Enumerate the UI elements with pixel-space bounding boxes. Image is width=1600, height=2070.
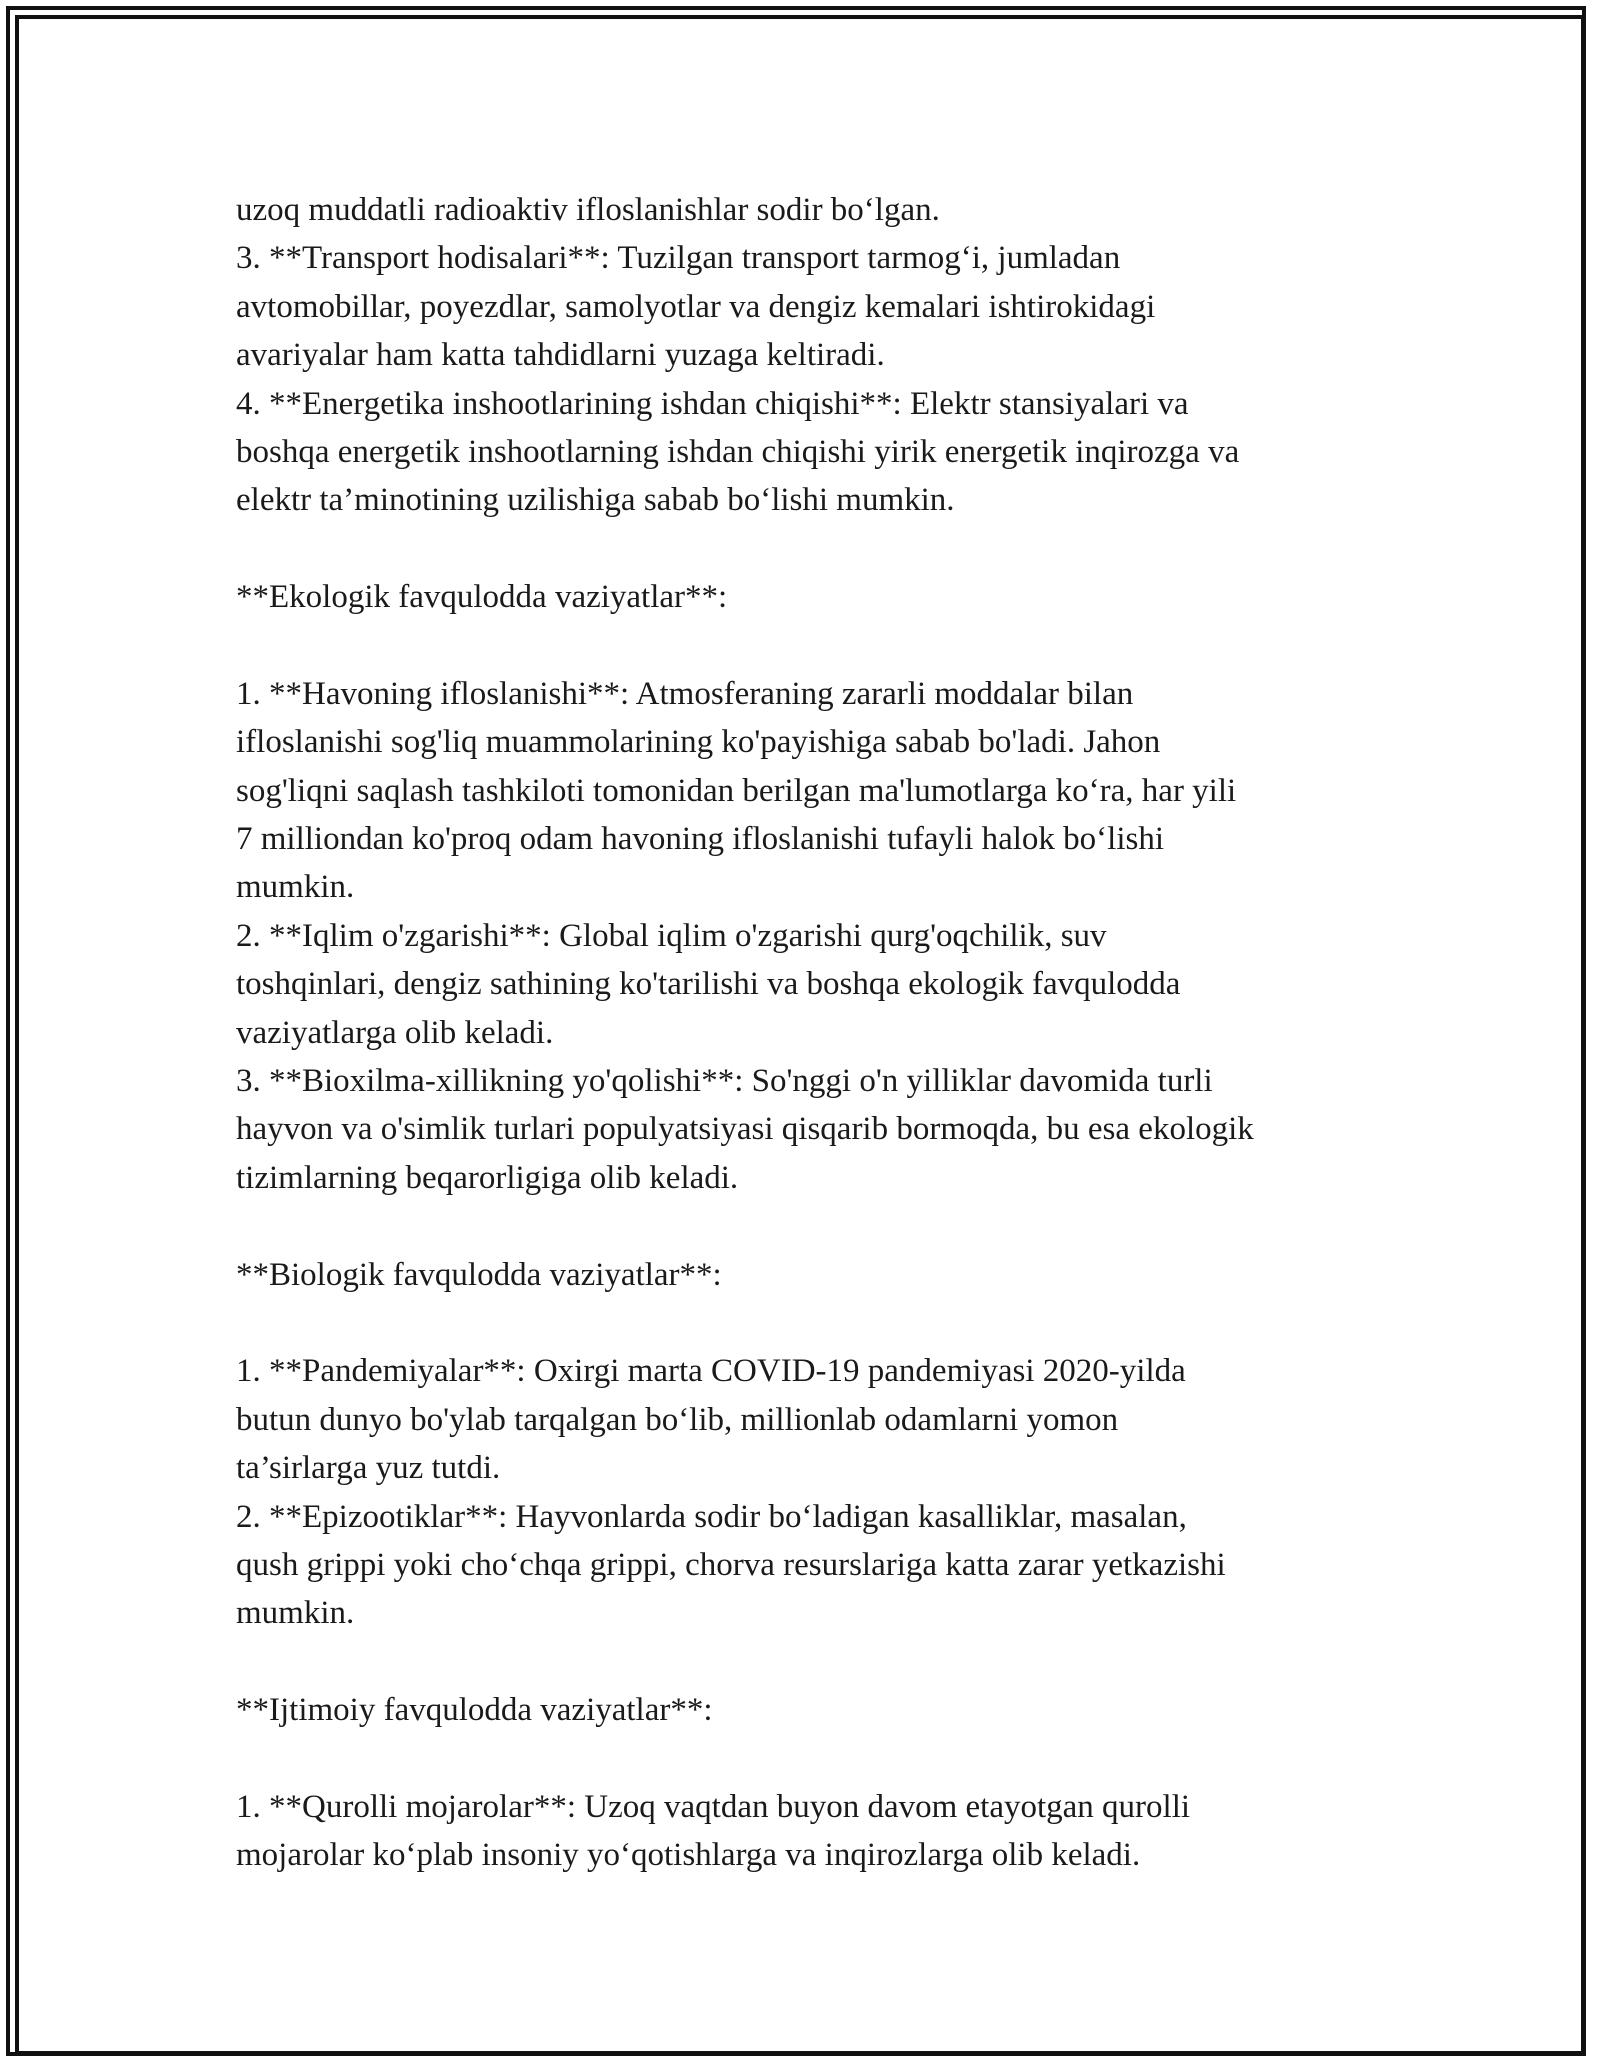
blank-line (236, 1638, 1396, 1686)
section-heading: **Ekologik favqulodda vaziyatlar**: (236, 579, 728, 616)
text-line: uzoq muddatli radioaktiv ifloslanishlar sodir bo‘lgan. (236, 192, 940, 228)
text-line: 7 milliondan ko'proq odam havoning ifloslanishi tufayli halok bo‘lishi (236, 821, 1165, 858)
text-line: 2. **Iqlim o'zgarishi**: Global iqlim o'zgarishi qurg'oqchilik, suv (236, 917, 1107, 954)
section-heading: **Ijtimoiy favqulodda vaziyatlar**: (236, 1692, 713, 1729)
text-line: sog'liqni saqlash tashkiloti tomonidan berilgan ma'lumotlarga ko‘ra, har yili (236, 772, 1237, 809)
text-line: avtomobillar, poyezdlar, samolyotlar va dengiz kemalari ishtirokidagi (236, 288, 1156, 325)
text-line: mumkin. (236, 869, 355, 906)
blank-line (236, 1202, 1396, 1250)
text-line: 1. **Qurolli mojarolar**: Uzoq vaqtdan buyon davom etayotgan qurolli (236, 1788, 1191, 1825)
text-line: 2. **Epizootiklar**: Hayvonlarda sodir bo‘ladigan kasalliklar, masalan, (236, 1498, 1187, 1535)
text-line: elektr ta’minotining uzilishiga sabab bo‘lishi mumkin. (236, 482, 955, 519)
text-line: 3. **Transport hodisalari**: Tuzilgan transport tarmog‘i, jumladan (236, 240, 1121, 277)
blank-line (236, 1299, 1396, 1347)
text-line: toshqinlari, dengiz sathining ko'tarilishi va boshqa ekologik favqulodda (236, 966, 1181, 1003)
text-line: mojarolar ko‘plab insoniy yo‘qotishlarga va inqirozlarga olib keladi. (236, 1837, 1141, 1874)
text-line: boshqa energetik inshootlarning ishdan chiqishi yirik energetik inqirozga va (236, 433, 1240, 470)
document-body (236, 186, 1396, 1880)
text-line: tizimlarning beqarorligiga olib keladi. (236, 1159, 739, 1196)
text-line: mumkin. (236, 1595, 355, 1632)
text-line: 4. **Energetika inshootlarining ishdan chiqishi**: Elektr stansiyalari va (236, 385, 1189, 422)
text-line: hayvon va o'simlik turlari populyatsiyasi qisqarib bormoqda, bu esa ekologik (236, 1111, 1254, 1148)
text-line: 1. **Pandemiyalar**: Oxirgi marta COVID-19 pandemiyasi 2020-yilda (236, 1353, 1186, 1390)
text-line: avariyalar ham katta tahdidlarni yuzaga keltiradi. (236, 337, 885, 374)
text-line: qush grippi yoki cho‘chqa grippi, chorva resurslariga katta zarar yetkazishi (236, 1546, 1226, 1583)
text-line: ta’sirlarga yuz tutdi. (236, 1450, 501, 1487)
text-line: 3. **Bioxilma-xillikning yo'qolishi**: So'nggi o'n yilliklar davomida turli (236, 1063, 1213, 1100)
text-line: butun dunyo bo'ylab tarqalgan bo‘lib, millionlab odamlarni yomon (236, 1401, 1119, 1438)
blank-line (236, 1735, 1396, 1783)
blank-line (236, 525, 1396, 573)
text-line: 1. **Havoning ifloslanishi**: Atmosferaning zararli moddalar bilan (236, 675, 1134, 712)
blank-line (236, 622, 1396, 670)
section-heading: **Biologik favqulodda vaziyatlar**: (236, 1256, 722, 1293)
text-line: vaziyatlarga olib keladi. (236, 1014, 554, 1051)
text-line: ifloslanishi sog'liq muammolarining ko'payishiga sabab bo'ladi. Jahon (236, 724, 1161, 761)
